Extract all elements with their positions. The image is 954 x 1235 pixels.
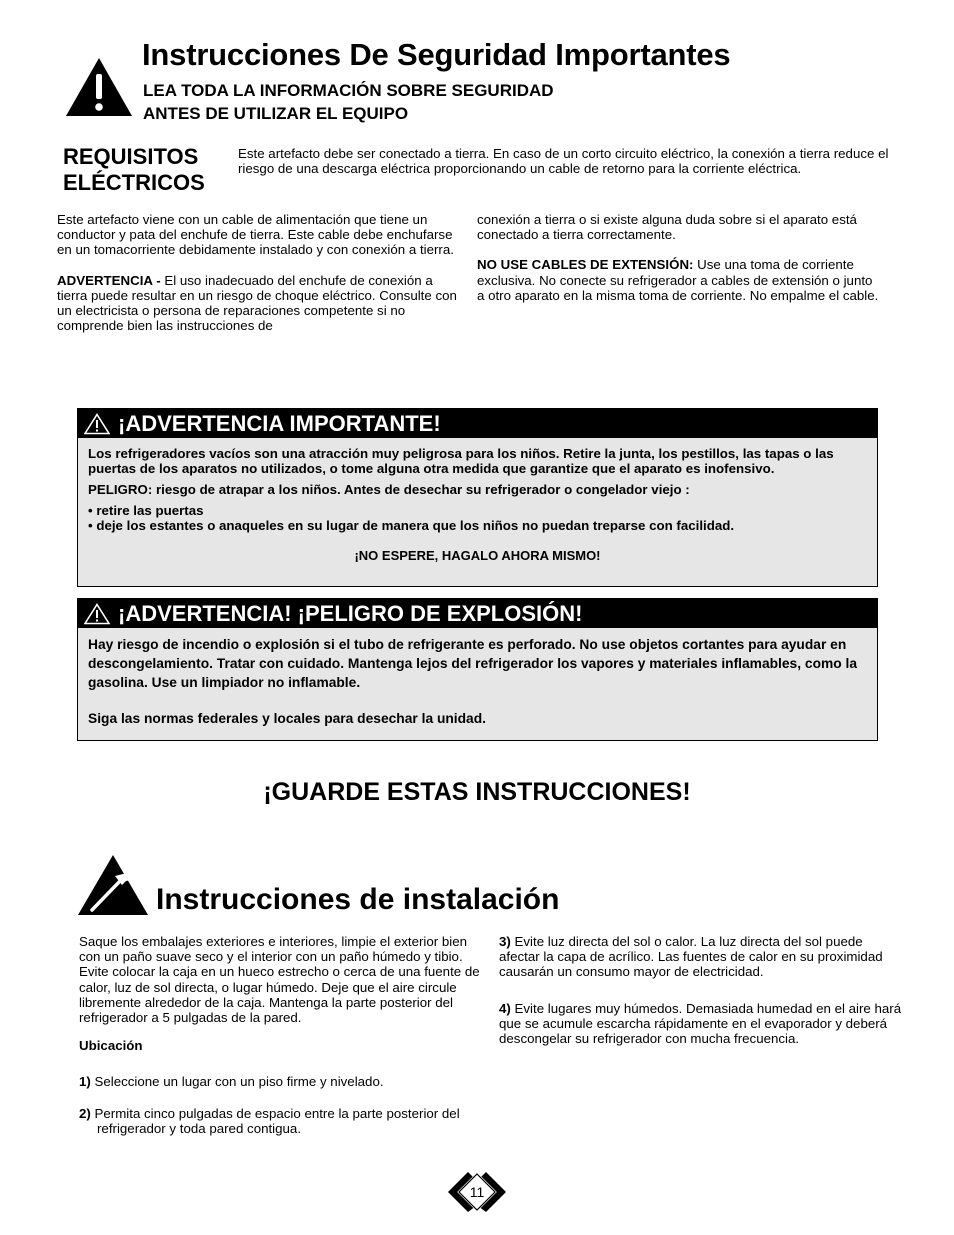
electrical-col1-paragraph-1: Este artefacto viene con un cable de alimentación que tiene un conductor y pata del enchufe de tierra. Este cable debe enchufarse en un tomacorriente debidamente instalado y con conexión a tierra. [57, 212, 454, 258]
warning1-closing: ¡NO ESPERE, HAGALO AHORA MISMO! [354, 548, 601, 563]
hammer-triangle-icon [77, 854, 149, 916]
safety-title: Instrucciones De Seguridad Importantes [142, 37, 731, 72]
electrical-col1-paragraph-2: ADVERTENCIA - El uso inadecuado del enchufe de conexión a tierra puede resultar en un riesgo de choque eléctrico. Consulte con un electricista o persona de reparaciones competente si no comprende bien las instrucciones de [57, 272, 457, 334]
electrical-intro: Este artefacto debe ser conectado a tierra. En caso de un corto circuito eléctrico, la conexión a tierra reduce el riesgo de una descarga eléctrica proporcionando un cable de retorno para la corriente eléctrica. [238, 146, 889, 177]
installation-column-1 [79, 934, 484, 1136]
location-item-1: 1) Seleccione un lugar con un piso firme y nivelado. [79, 1074, 384, 1090]
installation-column-2 [499, 934, 904, 1046]
warning2-paragraph-1: Hay riesgo de incendio o explosión si el tubo de refrigerante es perforado. No use objetos cortantes para ayudar en descongelamiento. Tratar con cuidado. Mantenga lejos del refrigerador los vapores y materiales inflamables, como la gasolina. Use un limpiador no inflamable. [88, 637, 858, 690]
warning-triangle-icon [64, 56, 134, 118]
location-heading: Ubicación [79, 1038, 143, 1054]
electrical-column-2 [477, 212, 880, 303]
warning-box-explosion-title: ¡ADVERTENCIA! ¡PELIGRO DE EXPLOSIÓN! [118, 600, 583, 626]
warning-box-important-title: ¡ADVERTENCIA IMPORTANTE! [118, 410, 441, 436]
save-instructions-notice: ¡GUARDE ESTAS INSTRUCCIONES! [263, 778, 691, 806]
electrical-column-1 [57, 212, 462, 333]
installation-title: Instrucciones de instalación [156, 883, 560, 916]
warning-triangle-outline-icon [84, 413, 110, 435]
location-item-4: 4) Evite lugares muy húmedos. Demasiada humedad en el aire hará que se acumule escarcha rápidamente en el evaporador y deberá descongelar su refrigerador con mucha frecuencia. [499, 1000, 902, 1047]
warning2-paragraph-2: Siga las normas federales y locales para desechar la unidad. [88, 711, 486, 726]
warning-box-explosion [77, 598, 878, 741]
page-number-badge [446, 1170, 508, 1212]
warning1-paragraph-2: PELIGRO: riesgo de atrapar a los niños. Antes de desechar su refrigerador o congelador viejo : [88, 482, 690, 497]
warning1-bullet-1: • retire las puertas [88, 503, 204, 518]
electrical-col2-paragraph-2: NO USE CABLES DE EXTENSIÓN: Use una toma de corriente exclusiva. No conecte su refrigerador a cables de extensión o junto a otro aparato en la misma toma de corriente. No empalme el cable. [477, 257, 879, 303]
warning-triangle-outline-icon [84, 603, 110, 625]
warning1-paragraph-1: Los refrigeradores vacíos son una atracción muy peligrosa para los niños. Retire la junta, los pestillos, las tapas o las puertas de los aparatos no utilizados, o tome alguna otra medida que garantize que el aparato es inofensivo. [88, 446, 834, 476]
page-number: 11 [469, 1184, 485, 1200]
warning-box-important-header [78, 409, 877, 438]
location-item-3: 3) Evite luz directa del sol o calor. La luz directa del sol puede afectar la capa de acrílico. Las fuentes de calor en su proximidad causarán un consumo mayor de electricidad. [499, 934, 883, 980]
warning-box-important [77, 408, 878, 587]
location-item-2: 2) Permita cinco pulgadas de espacio entre la parte posterior del refrigerador y toda pared contigua. [79, 1105, 460, 1136]
electrical-heading: REQUISITOS ELÉCTRICOS [63, 144, 205, 195]
warning-box-explosion-header [78, 599, 877, 628]
electrical-col2-paragraph-1: conexión a tierra o si existe alguna duda sobre si el aparato está conectado a tierra correctamente. [477, 212, 857, 243]
warning1-bullet-2: • deje los estantes o anaqueles en su lugar de manera que los niños no puedan treparse con facilidad. [88, 518, 735, 533]
safety-subtitle: LEA TODA LA INFORMACIÓN SOBRE SEGURIDAD ANTES DE UTILIZAR EL EQUIPO [143, 81, 554, 123]
installation-intro: Saque los embalajes exteriores e interiores, limpie el exterior bien con un paño suave seco y el interior con un paño húmedo y tibio. Evite colocar la caja en un hueco estrecho o cerca de una fuente de calor, luz de sol directa, o lugar húmedo. Deje que el aire circule libremente alrededor de la caja. Mantenga la parte posterior del refrigerador a 5 pulgadas de la pared. [79, 934, 480, 1026]
